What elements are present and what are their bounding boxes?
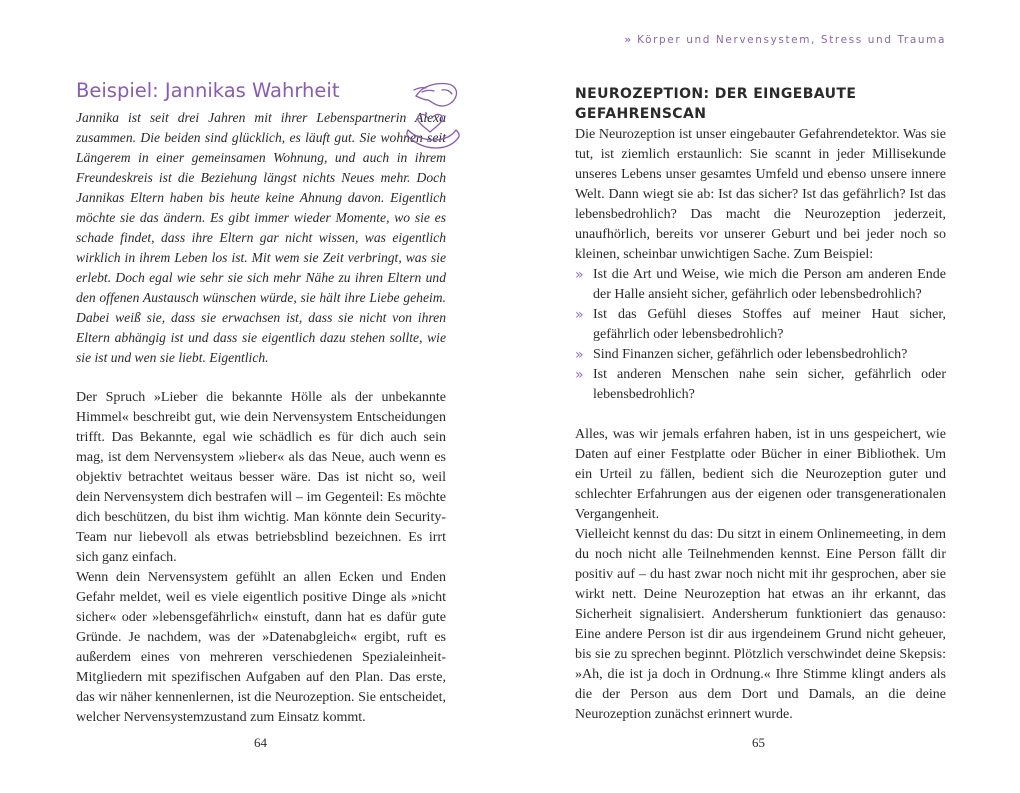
right-paragraph-2: Vielleicht kennst du das: Du sitzt in einem Onlinemeeting, in dem du noch nicht alle Teilnehmenden kennst. Eine Person fällt dir positiv auf – du hast zwar noch nicht mit ihr gesprochen, aber sie wirkt nett. Deine Neurozeption hat etwas an ihr erkannt, das Sicherheit signalisiert. Andersherum funktioniert das genauso: Eine andere Person ist dir aus irgendeinem Grund nicht geheuer, bis sie zu sprechen beginnt. Plötzlich verschwindet deine Skepsis: »Ah, die ist ja doch in Ordnung.« Ihre Stimme klingt anders als die der Person aus dem Dort und Damals, an die deine Neurozeption zunächst erinnert wurde.	[575, 527, 946, 722]
left-paragraph-2: Wenn dein Nervensystem gefühlt an allen Ecken und Enden Gefahr meldet, weil es viele eigentlich positive Dinge als »nicht sicher« oder »lebensgefährlich« einstuft, dann hat es dafür gute Gründe. Je nachdem, was der »Datenabgleich« ergibt, ruft es außerdem eines von mehreren verschiedenen Spezialeinheit-Mitgliedern mit spezifischen Aufgaben auf den Plan. Das erste, das wir näher kennenlernen, ist die Neurozeption. Sie entscheidet, welcher Nervensystemzustand zum Einsatz kommt.	[76, 570, 446, 725]
page-number-right: 65	[752, 735, 765, 750]
hands-heart-icon	[402, 78, 462, 158]
chevron-icon: »	[575, 347, 584, 363]
list-item	[575, 265, 946, 305]
chevron-icon: »	[575, 307, 584, 323]
left-paragraph-1: Der Spruch »Lieber die bekannte Hölle als der unbekannte Himmel« beschreibt gut, wie dein Nervensystem Entscheidungen trifft. Das Bekannte, egal wie schädlich es für dich auch sein mag, ist dem Nervensystem »lieber« als das Neue, auch wenn es objektiv betrachtet weitaus besser wäre. Das ist nicht so, weil dein Nervensystem dich bestrafen will – im Gegenteil: Es möchte dich beschützen, du bist ihm wichtig. Man könnte dein Security-Team nur liebevoll als etwas betriebsblind bezeichnen. Es irrt sich ganz einfach.	[76, 390, 446, 565]
section-heading: NEUROZEPTION: DER EINGEBAUTE GEFAHRENSCAN	[575, 86, 857, 122]
chevron-icon: »	[575, 367, 584, 383]
list-item-text: Sind Finanzen sicher, gefährlich oder lebensbedrohlich?	[593, 347, 908, 362]
list-item-text: Ist das Gefühl dieses Stoffes auf meiner Haut sicher, gefährlich oder lebensbedrohlich?	[593, 307, 946, 342]
list-item-text: Ist die Art und Weise, wie mich die Person am anderen Ende der Halle ansieht sicher, gefährlich oder lebensbedrohlich?	[593, 267, 946, 302]
chevron-icon: »	[624, 34, 632, 46]
right-page	[575, 84, 946, 725]
list-item	[575, 345, 946, 365]
list-item-text: Ist anderen Menschen nahe sein sicher, gefährlich oder lebensbedrohlich?	[593, 367, 946, 402]
running-header-text: Körper und Nervensystem, Stress und Trauma	[637, 34, 946, 46]
bullet-list	[575, 265, 946, 405]
example-title: Beispiel: Jannikas Wahrheit	[76, 79, 340, 102]
right-intro: Die Neurozeption ist unser eingebauter Gefahrendetektor. Was sie tut, ist ziemlich erstaunlich: Sie scannt in jeder Millisekunde unseres Lebens unser gesamtes Umfeld und ebenso unsere innere Welt. Dann wiegt sie ab: Ist das sicher? Ist das gefährlich? Ist das lebensbedrohlich? Das macht die Neurozeption jederzeit, unaufhörlich, bereits vor unserer Geburt und bei jeder noch so kleinen, scheinbar unwichtigen Sache. Zum Beispiel:	[575, 127, 946, 262]
list-item	[575, 365, 946, 405]
left-page	[76, 78, 446, 728]
chevron-icon: »	[575, 267, 584, 283]
example-text: Jannika ist seit drei Jahren mit ihrer Lebenspartnerin Alexa zusammen. Die beiden sind glücklich, es läuft gut. Sie wohnen seit Längerem in einer gemeinsamen Wohnung, und auch in ihrem Freundeskreis ist die Beziehung längst nichts Neues mehr. Doch Jannikas Eltern haben bis heute keine Ahnung davon. Eigentlich möchte sie das ändern. Es gibt immer wieder Momente, wo sie es schade findet, dass ihre Eltern gar nicht wissen, was eigentlich wirklich in ihrem Leben los ist. Mit wem sie Zeit verbringt, was sie erlebt. Doch egal wie sehr sie sich mehr Nähe zu ihren Eltern und den offenen Austausch wünschen würde, sie hält ihre Liebe geheim. Dabei weiß sie, dass sie erwachsen ist, dass sie nicht von ihren Eltern abhängig ist und dass sie eigentlich dazu stehen sollte, wie sie ist und wen sie liebt. Eigentlich.	[76, 110, 446, 365]
running-header	[624, 34, 946, 46]
page-number-left: 64	[254, 735, 267, 750]
right-paragraph-1: Alles, was wir jemals erfahren haben, ist in uns gespeichert, wie Daten auf einer Festplatte oder Bücher in einer Bibliothek. Um ein Urteil zu fällen, bedient sich die Neurozeption guter und schlechter Erfahrungen aus der eigenen oder transgenerationalen Vergangenheit.	[575, 427, 946, 522]
list-item	[575, 305, 946, 345]
